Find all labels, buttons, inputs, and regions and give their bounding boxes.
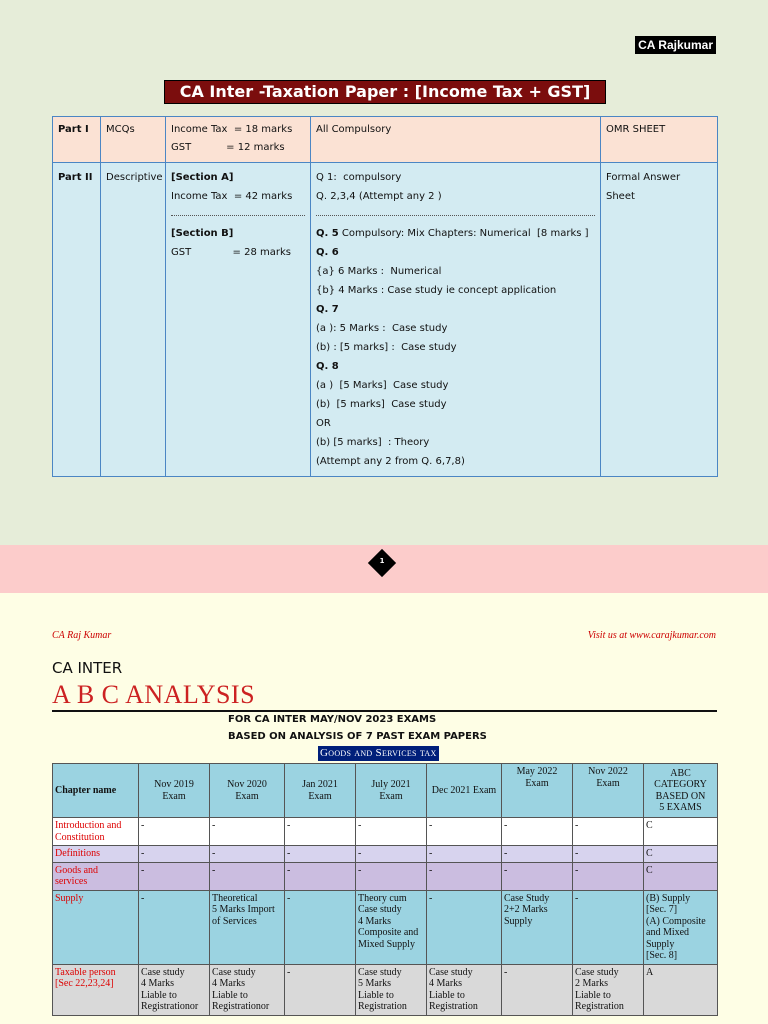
- sheet-cell: OMR SHEET: [601, 117, 718, 163]
- q7b-line: (b) : [5 marks] : Case study: [316, 342, 457, 353]
- category-cell: C: [644, 818, 718, 846]
- table-header-row: [53, 764, 718, 818]
- chapter-cell: Taxable person [Sec 22,23,24]: [53, 964, 139, 1015]
- exam-cell: -: [573, 846, 644, 863]
- exam-cell: -: [139, 862, 210, 890]
- exam-cell: -: [356, 818, 427, 846]
- marks-line: GST = 12 marks: [171, 142, 285, 153]
- subtitle-exams: FOR CA INTER MAY/NOV 2023 EXAMS: [228, 714, 437, 725]
- chapter-cell: Goods and services: [53, 862, 139, 890]
- chapter-cell: Introduction and Constitution: [53, 818, 139, 846]
- author-credit: CA Raj Kumar: [52, 630, 112, 641]
- section-b-heading: [Section B]: [171, 228, 234, 239]
- exam-cell: -: [285, 862, 356, 890]
- section-label: Goods and Services tax: [320, 747, 437, 759]
- exam-cell: Case study 5 Marks Liable to Registration: [356, 964, 427, 1015]
- abc-analysis-title: A B C ANALYSIS: [52, 680, 256, 709]
- table-row: [53, 818, 718, 846]
- category-cell: C: [644, 846, 718, 863]
- type-cell: MCQs: [101, 117, 166, 163]
- exam-cell: -: [139, 846, 210, 863]
- column-header: Nov 2020 Exam: [210, 764, 285, 818]
- exam-pattern-table: [52, 116, 718, 477]
- table-row: [53, 163, 718, 477]
- exam-cell: -: [573, 818, 644, 846]
- column-header: Chapter name: [53, 764, 139, 818]
- q7a-line: (a ): 5 Marks : Case study: [316, 323, 448, 334]
- exam-cell: -: [502, 846, 573, 863]
- chapter-cell: Definitions: [53, 846, 139, 863]
- exam-cell: -: [356, 862, 427, 890]
- attempt-line: (Attempt any 2 from Q. 6,7,8): [316, 456, 465, 467]
- section-a-heading: [Section A]: [171, 172, 234, 183]
- divider: [316, 206, 595, 216]
- exam-cell: -: [285, 890, 356, 964]
- section-a-marks: Income Tax = 42 marks: [171, 191, 293, 202]
- category-cell: C: [644, 862, 718, 890]
- section-b-marks: GST = 28 marks: [171, 247, 291, 258]
- column-header: July 2021 Exam: [356, 764, 427, 818]
- table-row: [53, 890, 718, 964]
- exam-cell: -: [139, 890, 210, 964]
- column-header: Nov 2022 Exam: [573, 764, 644, 818]
- column-header: May 2022 Exam: [502, 764, 573, 818]
- subtitle-analysis: BASED ON ANALYSIS OF 7 PAST EXAM PAPERS: [228, 731, 487, 742]
- q8b-alt-line: (b) [5 marks] : Theory: [316, 437, 430, 448]
- title-rule: [52, 710, 717, 712]
- q1-line: Q 1: compulsory: [316, 172, 402, 183]
- column-header: Jan 2021 Exam: [285, 764, 356, 818]
- exam-cell: Case Study 2+2 Marks Supply: [502, 890, 573, 964]
- questions-cell: [311, 163, 601, 477]
- website-credit: Visit us at www.carajkumar.com: [587, 630, 716, 641]
- table-row: [53, 846, 718, 863]
- exam-cell: Case study 4 Marks Liable to Registrationor: [210, 964, 285, 1015]
- page-number: 1: [379, 557, 385, 565]
- exam-cell: -: [356, 846, 427, 863]
- exam-cell: Case study 4 Marks Liable to Registrationor: [139, 964, 210, 1015]
- q8-heading: Q. 8: [316, 361, 339, 372]
- exam-cell: -: [427, 818, 502, 846]
- part-cell: Part I: [53, 117, 101, 163]
- table-body: [53, 818, 718, 1016]
- q7-heading: Q. 7: [316, 304, 339, 315]
- paper-title: CA Inter -Taxation Paper : [Income Tax + GST]: [164, 80, 606, 104]
- exam-cell: -: [502, 862, 573, 890]
- q5-line: [316, 224, 595, 243]
- divider: [171, 206, 305, 216]
- column-header: ABC CATEGORY BASED ON 5 EXAMS: [644, 764, 718, 818]
- exam-cell: -: [502, 964, 573, 1015]
- q6a-line: {a} 6 Marks : Numerical: [316, 266, 442, 277]
- course-label: CA INTER: [52, 659, 123, 677]
- exam-cell: Theoretical 5 Marks Import of Services: [210, 890, 285, 964]
- q5-heading: Q. 5: [316, 228, 339, 239]
- marks-cell: [166, 117, 311, 163]
- exam-cell: Case study 4 Marks Liable to Registration: [427, 964, 502, 1015]
- table-row: [53, 862, 718, 890]
- exam-cell: -: [502, 818, 573, 846]
- q6-heading: Q. 6: [316, 247, 339, 258]
- page-number-marker: [366, 553, 402, 581]
- q6b-line: {b} 4 Marks : Case study ie concept application: [316, 285, 557, 296]
- part-cell: Part II: [53, 163, 101, 477]
- exam-cell: -: [573, 890, 644, 964]
- column-header: Nov 2019 Exam: [139, 764, 210, 818]
- column-header: Dec 2021 Exam: [427, 764, 502, 818]
- exam-cell: -: [285, 818, 356, 846]
- q5-text: Compulsory: Mix Chapters: Numerical [8 marks ]: [338, 228, 589, 239]
- author-tag: CA Rajkumar: [635, 36, 716, 54]
- questions-cell: All Compulsory: [311, 117, 601, 163]
- exam-cell: -: [573, 862, 644, 890]
- exam-cell: -: [285, 964, 356, 1015]
- table-row: [53, 117, 718, 163]
- exam-cell: Case study 2 Marks Liable to Registration: [573, 964, 644, 1015]
- abc-analysis-table: [52, 763, 718, 1016]
- q8b-line: (b) [5 marks] Case study: [316, 399, 447, 410]
- exam-cell: -: [210, 846, 285, 863]
- exam-cell: -: [427, 890, 502, 964]
- marks-line: Income Tax = 18 marks: [171, 124, 293, 135]
- exam-cell: -: [139, 818, 210, 846]
- type-cell: Descriptive: [101, 163, 166, 477]
- q8a-line: (a ) [5 Marks] Case study: [316, 380, 449, 391]
- table-row: [53, 964, 718, 1015]
- sheet-cell: Formal Answer Sheet: [601, 163, 718, 477]
- or-line: OR: [316, 418, 331, 429]
- exam-cell: Theory cum Case study 4 Marks Composite and Mixed Supply: [356, 890, 427, 964]
- category-cell: (B) Supply [Sec. 7] (A) Composite and Mixed Supply [Sec. 8]: [644, 890, 718, 964]
- marks-cell: [166, 163, 311, 477]
- category-cell: A: [644, 964, 718, 1015]
- chapter-cell: Supply: [53, 890, 139, 964]
- q2-line: Q. 2,3,4 (Attempt any 2 ): [316, 191, 442, 202]
- exam-cell: -: [427, 846, 502, 863]
- exam-cell: -: [427, 862, 502, 890]
- exam-cell: -: [210, 862, 285, 890]
- exam-cell: -: [210, 818, 285, 846]
- exam-cell: -: [285, 846, 356, 863]
